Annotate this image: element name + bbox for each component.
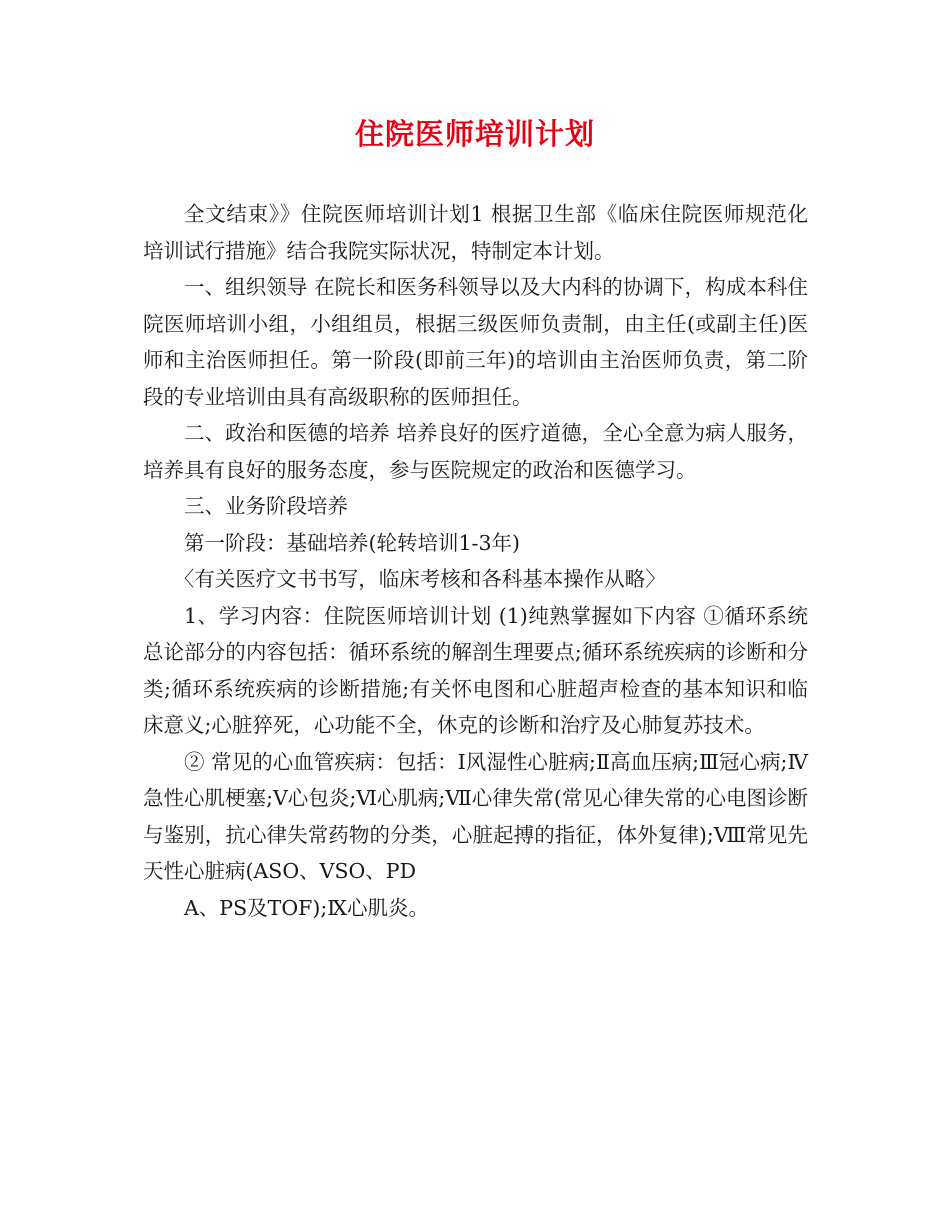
paragraph-myocarditis: A、PS及TOF);Ⅸ心肌炎。: [184, 895, 430, 920]
paragraph-common-diseases: ② 常见的心血管疾病：包括：Ⅰ风湿性心脏病;Ⅱ高血压病;Ⅲ冠心病;Ⅳ急性心肌梗塞;Ⅴ心包炎;Ⅵ心肌病;Ⅶ心律失常(常见心律失常的心电图诊断与鉴别，抗心律失常药物的分类，心脏起搏的指征，体外复律);Ⅷ常见先天性心脏病(ASO、VSO、PD: [143, 749, 808, 883]
paragraph-study-content: 1、学习内容：住院医师培训计划 (1)纯熟掌握如下内容 ①循环系统总论部分的内容包括：循环系统的解剖生理要点;循环系统疾病的诊断和分类;循环系统疾病的诊断措施;有关怀电图和心脏超声检查的基本知识和临床意义;心脏猝死，心功能不全，休克的诊断和治疗及心肺复苏技术。: [143, 603, 808, 737]
paragraph-omitted-note: 〈有关医疗文书书写，临床考核和各科基本操作从略〉: [173, 567, 666, 591]
paragraph-intro: 全文结束》》住院医师培训计划1 根据卫生部《临床住院医师规范化培训试行措施》结合我院实际状况，特制定本计划。: [143, 202, 808, 263]
paragraph-stage-one: 第一阶段：基础培养(轮转培训1-3年): [184, 530, 521, 555]
paragraph-ethics: 二、政治和医德的培养 培养良好的医疗道德，全心全意为病人服务，培养具有良好的服务态度，参与医院规定的政治和医德学习。: [143, 421, 808, 482]
document-body: [143, 196, 808, 926]
paragraph-organization: 一、组织领导 在院长和医务科领导以及大内科的协调下，构成本科住院医师培训小组，小组组员，根据三级医师负责制，由主任(或副主任)医师和主治医师担任。第一阶段(即前三年)的培训由主治医师负责，第二阶段的专业培训由具有高级职称的医师担任。: [143, 275, 808, 409]
paragraph-section-three: 三、业务阶段培养: [184, 494, 348, 518]
page-title: 住院医师培训计划: [354, 117, 595, 151]
